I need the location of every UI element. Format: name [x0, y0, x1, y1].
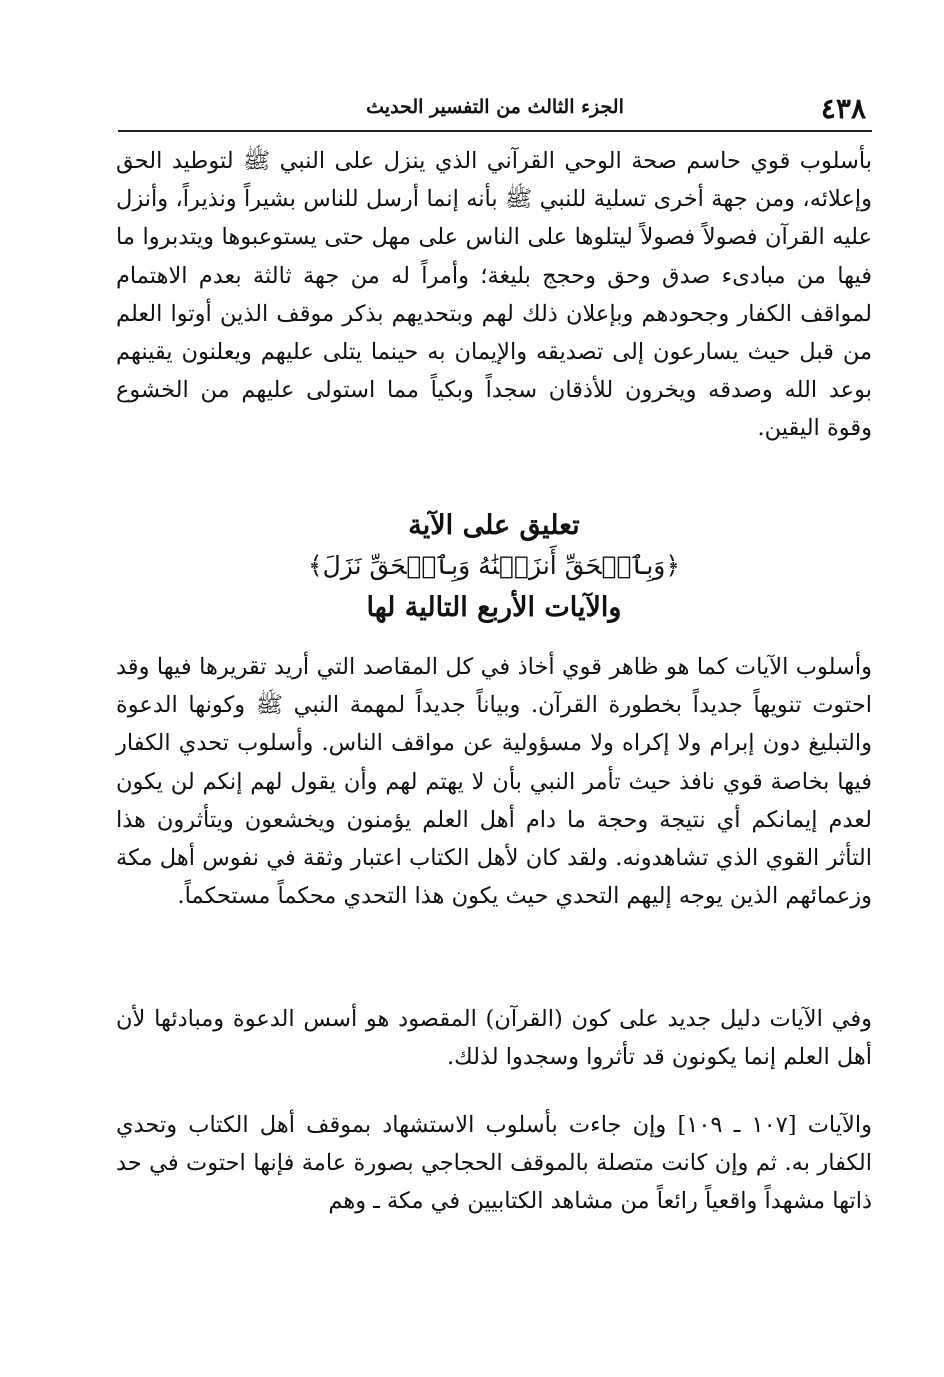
style-paragraph-block — [116, 648, 872, 915]
verses-paragraph-block — [116, 1106, 872, 1221]
section-title: تعليق على الآية — [408, 510, 580, 541]
section-subtitle: والآيات الأربع التالية لها — [366, 592, 622, 623]
evidence-paragraph-block — [116, 1000, 872, 1076]
intro-paragraph: بأسلوب قوي حاسم صحة الوحي القرآني الذي ينزل على النبي ﷺ لتوطيد الحق وإعلائه، ومن جهة أخرى تسلية للنبي ﷺ بأنه إنما أرسل للناس بشيراً ونذيراً، وأنزل عليه القرآن فصولاً فصولاً ليتلوها على الناس على مهل حتى يستوعبوها ويتدبروا ما فيها من مبادىء صدق وحق وحجج بليغة؛ وأمراً له من جهة ثالثة بعدم الاهتمام لمواقف الكفار وجحودهم وبإعلان ذلك لهم وبتحديهم بذكر موقف الذين أوتوا العلم من قبل حيث يسارعون إلى تصديقه والإيمان به حينما يتلى عليهم ويعلنون يقينهم بوعد الله وصدقه ويخرون للأذقان سجداً وبكياً مما استولى عليهم من الخشوع وقوة اليقين. — [116, 148, 872, 442]
page-number: ٤٣٨ — [820, 92, 866, 125]
section-heading — [116, 506, 872, 630]
quranic-verse: ﴿وَبِٱلۡحَقِّ أَنزَلۡنَٰهُ وَبِٱلۡحَقِّ نَزَلَ﴾ — [307, 551, 681, 580]
page-header — [118, 92, 872, 132]
intro-paragraph-block — [116, 142, 872, 448]
evidence-paragraph: وفي الآيات دليل جديد على كون (القرآن) المقصود هو أسس الدعوة ومبادئها لأن أهل العلم إنما يكونون قد تأثروا وسجدوا لذلك. — [116, 1006, 872, 1071]
style-paragraph: وأسلوب الآيات كما هو ظاهر قوي أخاذ في كل المقاصد التي أريد تقريرها فيها وقد احتوت تنويهاً جديداً بخطورة القرآن. وبياناً جديداً لمهمة النبي ﷺ وكونها الدعوة والتبليغ دون إبرام ولا إكراه ولا مسؤولية عن مواقف الناس. وأسلوب تحدي الكفار فيها بخاصة قوي نافذ حيث تأمر النبي بأن لا يهتم لهم وأن يقول لهم إنكم لن يكون لعدم إيمانكم أي نتيجة وحجة ما دام أهل العلم يؤمنون ويخشعون ويتأثرون هذا التأثر القوي الذي تشاهدونه. ولقد كان لأهل الكتاب اعتبار وثقة في نفوس أهل مكة وزعمائهم الذين يوجه إليهم التحدي حيث يكون هذا التحدي محكماً مستحكماً. — [116, 654, 872, 910]
running-title: الجزء الثالث من التفسير الحديث — [366, 96, 624, 118]
verses-paragraph: والآيات [١٠٧ ـ ١٠٩] وإن جاءت بأسلوب الاستشهاد بموقف أهل الكتاب وتحدي الكفار به. ثم وإن كانت متصلة بالموقف الحجاجي بصورة عامة فإنها احتوت في حد ذاتها مشهداً واقعياً رائعاً من مشاهد الكتابيين في مكة ـ وهم — [116, 1112, 872, 1215]
